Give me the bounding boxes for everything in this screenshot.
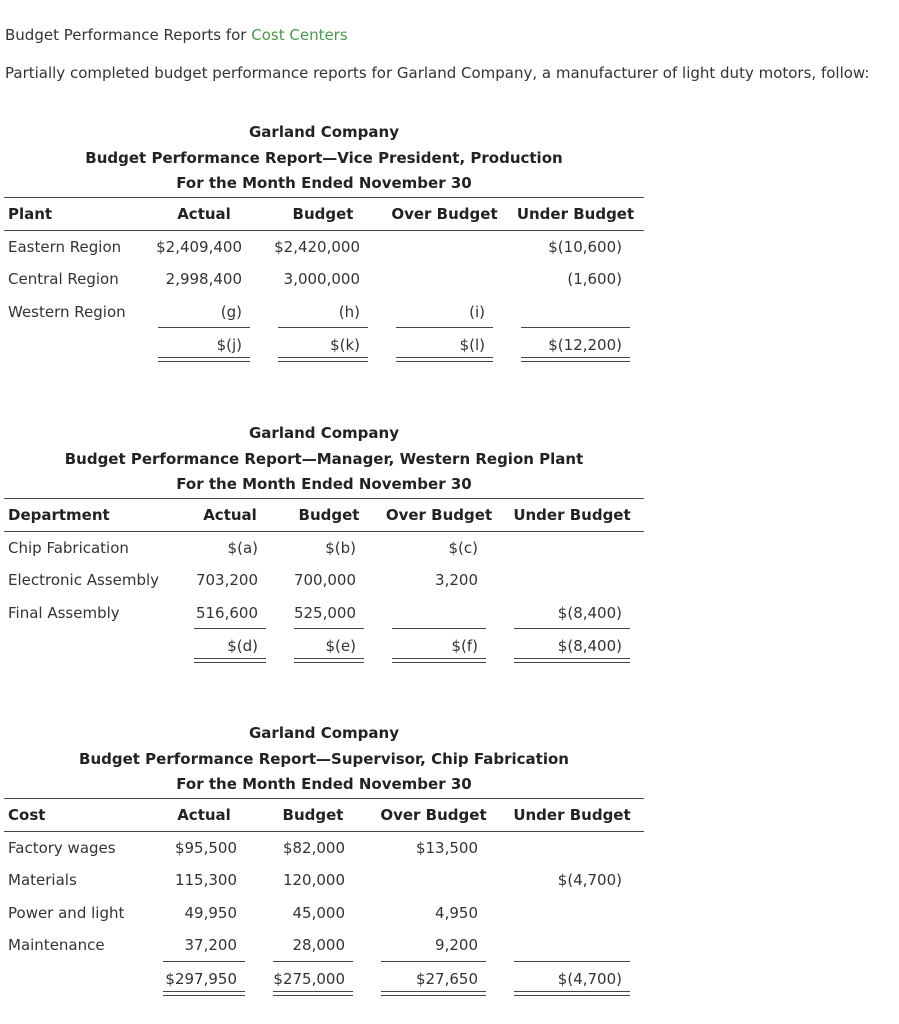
total-row [4,962,644,996]
table-cell [500,831,644,864]
table-cell [4,962,149,996]
table-cell: 45,000 [292,903,345,922]
table-cell: 3,000,000 [283,270,360,289]
section-heading [5,26,348,44]
report-chip-fabrication [4,721,644,996]
table-cell: 115,300 [174,871,237,890]
table-cell: (1,600) [567,270,622,289]
table-cell: $82,000 [282,838,345,857]
column-header: Over Budget [382,197,507,230]
column-header: Actual [149,798,259,831]
header-row [4,798,644,831]
report-period: For the Month Ended November 30 [176,174,472,192]
table-cell: 700,000 [293,571,356,590]
table-cell: (g) [144,296,264,329]
table-cell: $(10,600) [548,237,622,256]
total-row [4,328,644,362]
table-cell: $27,650 [367,962,500,996]
report-table [4,798,644,996]
cost-centers-link[interactable]: Cost Centers [251,26,348,44]
report-company: Garland Company [249,424,399,442]
table-row [4,597,644,630]
column-header: Actual [144,197,264,230]
heading-prefix: Budget Performance Reports for [5,26,252,44]
column-header: Under Budget [500,498,644,531]
column-header: Over Budget [367,798,500,831]
table-cell: Electronic Assembly [8,571,160,590]
table-cell: $2,420,000 [274,237,360,256]
table-cell: $(e) [280,629,378,663]
table-cell: 4,950 [435,903,478,922]
table-cell: Western Region [8,302,126,321]
report-title: Budget Performance Report—Manager, Western Region Plant [64,449,584,468]
table-row [4,897,644,930]
column-header: Department [4,498,180,531]
table-cell [4,629,180,663]
table-cell: $275,000 [259,962,367,996]
table-cell: $297,950 [149,962,259,996]
table-cell: $2,409,400 [156,237,242,256]
table-cell: $(8,400) [500,629,644,663]
table-cell: Eastern Region [8,237,122,256]
column-header: Under Budget [507,197,644,230]
table-cell: Power and light [8,903,125,922]
table-cell: 49,950 [184,903,237,922]
table-cell: Maintenance [8,936,105,955]
table-cell [507,296,644,329]
table-cell: $(l) [382,328,507,362]
intro-text: Partially completed budget performance reports for Garland Company, a manufacturer of light duty motors, follow: [5,64,870,82]
table-cell [4,328,144,362]
column-header: Cost [4,798,149,831]
report-company: Garland Company [249,123,399,141]
table-cell: $(j) [144,328,264,362]
table-cell [500,897,644,930]
table-cell: $(b) [325,538,356,557]
report-period: For the Month Ended November 30 [176,775,472,793]
table-cell [500,929,644,962]
report-table [4,197,644,363]
table-cell: $(4,700) [500,962,644,996]
table-cell [500,531,644,564]
table-row [4,564,644,597]
column-header: Budget [264,197,382,230]
table-cell: 703,200 [195,571,258,590]
report-table [4,498,644,664]
column-header: Under Budget [500,798,644,831]
table-cell [382,230,507,263]
table-cell: $(d) [180,629,280,663]
total-row [4,629,644,663]
table-cell: 525,000 [280,597,378,630]
table-cell: (h) [264,296,382,329]
column-header: Actual [180,498,280,531]
table-cell: Final Assembly [8,603,120,622]
table-row [4,531,644,564]
table-row [4,864,644,897]
table-cell: Chip Fabrication [8,538,129,557]
report-title: Budget Performance Report—Vice President, Production [85,148,563,167]
table-cell: 3,200 [435,571,478,590]
column-header: Budget [259,798,367,831]
table-cell: $(12,200) [507,328,644,362]
report-title: Budget Performance Report—Supervisor, Chip Fabrication [79,749,569,768]
table-row [4,296,644,329]
table-cell: $(k) [264,328,382,362]
table-cell: 516,600 [180,597,280,630]
table-cell: $95,500 [174,838,237,857]
table-cell: 28,000 [259,929,367,962]
column-header: Over Budget [378,498,500,531]
table-row [4,263,644,296]
table-cell [367,864,500,897]
table-cell: 120,000 [282,871,345,890]
table-cell [378,597,500,630]
table-cell: $13,500 [415,838,478,857]
table-row [4,230,644,263]
table-cell [382,263,507,296]
header-row [4,498,644,531]
report-western-region [4,421,644,663]
column-header: Budget [280,498,378,531]
table-cell [500,564,644,597]
table-row [4,929,644,962]
table-row [4,831,644,864]
table-cell: $(8,400) [500,597,644,630]
report-period: For the Month Ended November 30 [176,475,472,493]
table-cell: 2,998,400 [165,270,242,289]
table-cell: (i) [382,296,507,329]
table-cell: $(c) [448,538,478,557]
table-cell: $(a) [227,538,258,557]
report-vp-production [4,120,644,362]
table-cell: $(4,700) [557,871,622,890]
report-company: Garland Company [249,724,399,742]
header-row [4,197,644,230]
table-cell: 9,200 [367,929,500,962]
table-cell: Materials [8,871,77,890]
table-cell: Factory wages [8,838,116,857]
table-cell: 37,200 [149,929,259,962]
table-cell: $(f) [378,629,500,663]
table-cell: Central Region [8,270,119,289]
column-header: Plant [4,197,144,230]
